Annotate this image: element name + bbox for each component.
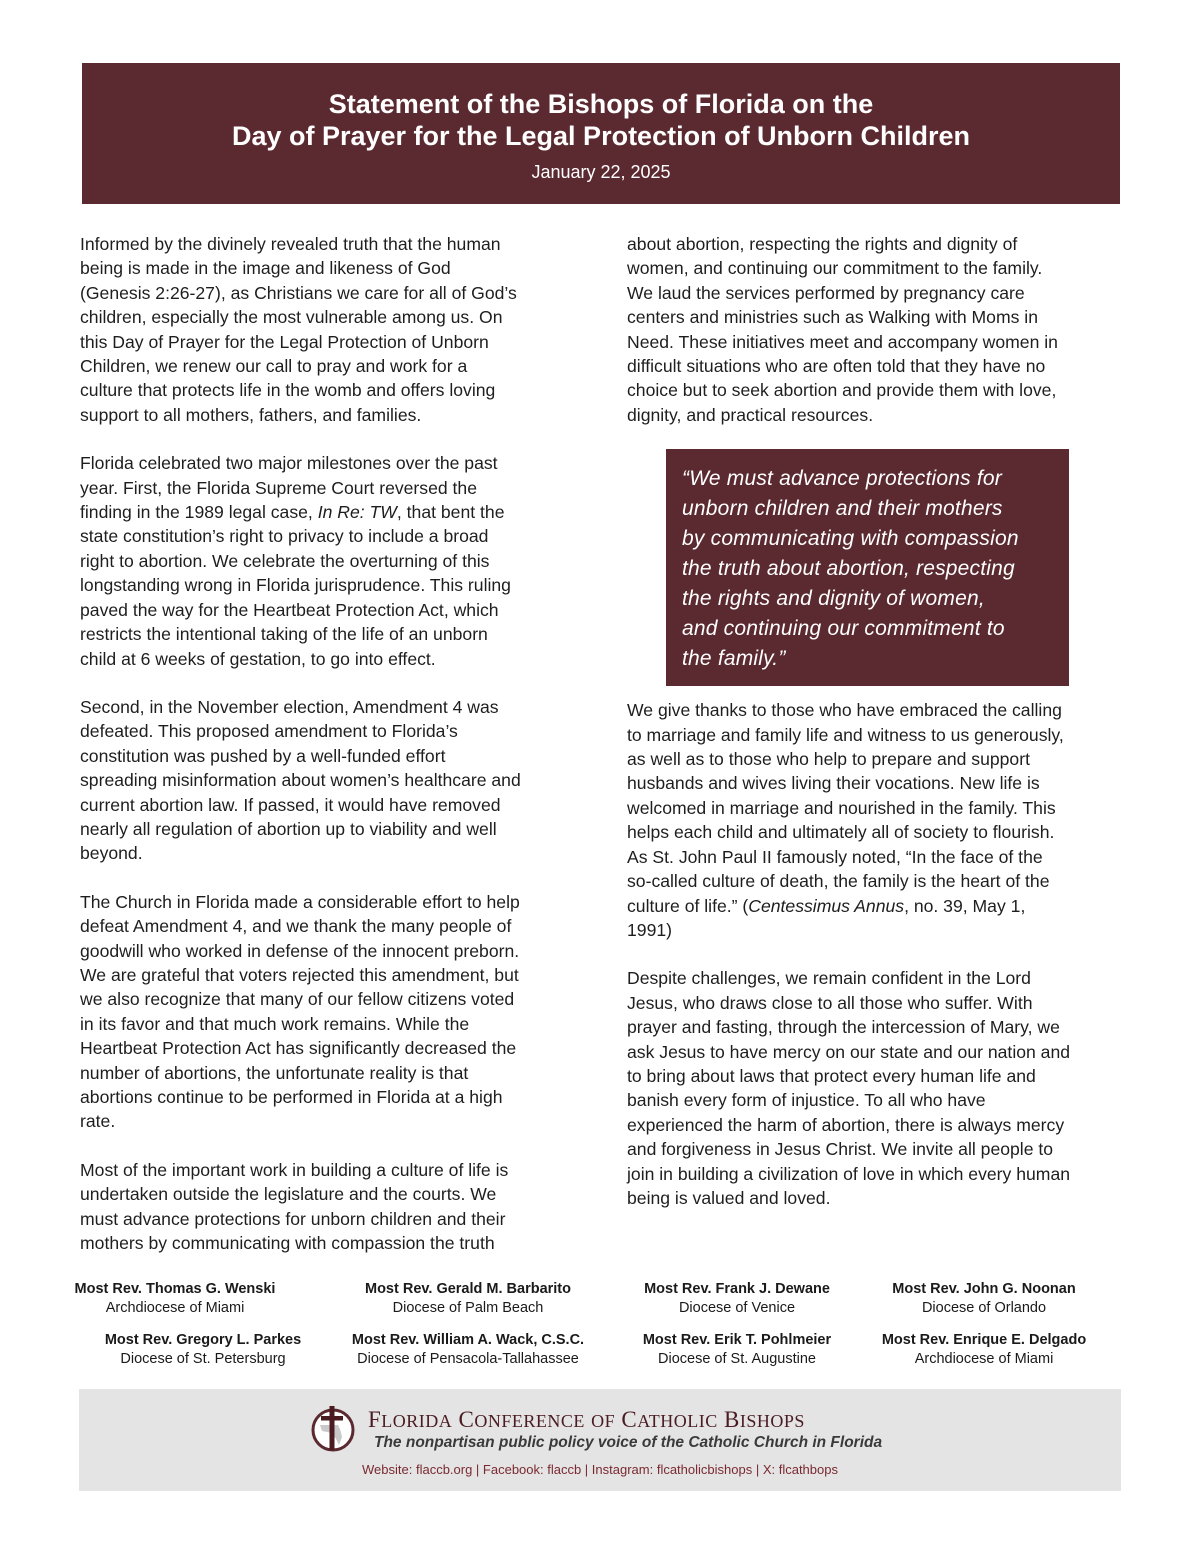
signatory-diocese: Diocese of Venice bbox=[678, 1300, 796, 1316]
signatory-diocese: Archdiocese of Miami bbox=[105, 1300, 245, 1316]
signatory bbox=[607, 1331, 867, 1369]
pull-quote-text: “We must advance protections for unborn children and their mothers by communicating with compassion the truth about abortion, respecting the rights and dignity of women, and continuing our commitment to the family.” bbox=[682, 467, 1019, 670]
footer bbox=[79, 1389, 1121, 1491]
case-name: In Re: TW bbox=[317, 502, 397, 523]
signatory bbox=[338, 1331, 598, 1369]
signatory-diocese: Diocese of Palm Beach bbox=[392, 1300, 544, 1316]
pull-quote bbox=[666, 449, 1069, 686]
paragraph-milestones bbox=[80, 451, 580, 671]
signatory-name: Most Rev. Erik T. Pohlmeier bbox=[642, 1332, 832, 1348]
signatory-name: Most Rev. William A. Wack, C.S.C. bbox=[351, 1332, 585, 1348]
signatory-name: Most Rev. John G. Noonan bbox=[892, 1281, 1076, 1297]
paragraph-intro: Informed by the divinely revealed truth that the human being is made in the image and likeness of God (Genesis 2:26-27), as Christians we care for all of God’s children, especially the most vulnerable among us. On this Day of Prayer for the Legal Protection of Unborn Children, we renew our call to pray and work for a culture that protects life in the womb and offers loving support to all mothers, fathers, and families. bbox=[80, 234, 517, 425]
signatory-diocese: Diocese of St. Petersburg bbox=[120, 1351, 286, 1367]
signatory-diocese: Diocese of Pensacola-Tallahassee bbox=[357, 1351, 579, 1367]
paragraph-amendment-4: Second, in the November election, Amendment 4 was defeated. This proposed amendment to Florida’s constitution was pushed by a well-funded effort spreading misinformation about women’s healthcare and current abortion law. If passed, it would have removed nearly all regulation of abortion up to viability and well beyond. bbox=[80, 696, 521, 864]
org-name: FLORIDA CONFERENCE OF CATHOLIC BISHOPS bbox=[368, 1407, 805, 1432]
signatory bbox=[338, 1280, 598, 1318]
milestones-text-b: , that bent the state constitution’s right to privacy to include a broad right to abortion. We celebrate the overturning of this longstanding wrong in Florida jurisprudence. This ruling paved the way for the Heartbeat Protection Act, which restricts the intentional taking of the life of an unborn child at 6 weeks of gestation, to go into effect. bbox=[80, 502, 511, 669]
title-line-2: Day of Prayer for the Legal Protection of Unborn Children bbox=[231, 121, 971, 151]
paragraph-thanks bbox=[627, 698, 1127, 942]
signatory bbox=[45, 1280, 305, 1318]
paragraph-church-effort: The Church in Florida made a considerable effort to help defeat Amendment 4, and we thank the many people of goodwill who worked in defense of the innocent preborn. We are grateful that voters rejected this amendment, but we also recognize that many of our fellow citizens voted in its favor and that much work remains. While the Heartbeat Protection Act has significantly decreased the number of abortions, the unfortunate reality is that abortions continue to be performed in Florida at a high rate. bbox=[80, 891, 520, 1132]
title-line-1: Statement of the Bishops of Florida on the bbox=[328, 89, 874, 119]
statement-header bbox=[82, 63, 1120, 204]
signatory-name: Most Rev. Thomas G. Wenski bbox=[74, 1281, 276, 1297]
thanks-text-a: We give thanks to those who have embraced the calling to marriage and family life and witness to us generously, as well as to those who help to prepare and support husbands and wives living their vocations. New life is welcomed in marriage and nourished in the family. This helps each child and ultimately all of society to flourish. As St. John Paul II famously noted, “In the face of the so-called culture of death, the family is the heart of the culture of life.” ( bbox=[627, 700, 1064, 916]
org-tagline: The nonpartisan public policy voice of the Catholic Church in Florida bbox=[374, 1434, 883, 1451]
paragraph-continuation: about abortion, respecting the rights and dignity of women, and continuing our commitment to the family. We laud the services performed by pregnancy care centers and ministries such as Walking with Moms in Need. These initiatives meet and accompany women in difficult situations who are often told that they have no choice but to seek abortion and provide them with love, dignity, and practical resources. bbox=[627, 234, 1058, 425]
signatory bbox=[607, 1280, 867, 1318]
paragraph-culture-of-life: Most of the important work in building a culture of life is undertaken outside the legislature and the courts. We must advance protections for unborn children and their mothers by communicating with compassion the truth bbox=[80, 1159, 509, 1254]
signatory-name: Most Rev. Gerald M. Barbarito bbox=[365, 1281, 571, 1297]
signatory bbox=[854, 1331, 1114, 1369]
right-column bbox=[627, 232, 1127, 1234]
statement-date: January 22, 2025 bbox=[531, 162, 671, 182]
signatory bbox=[73, 1331, 333, 1369]
thanks-text-b: , no. 39, May 1, 1991) bbox=[627, 895, 1026, 940]
citation-title: Centessimus Annus bbox=[748, 895, 905, 916]
social-links[interactable]: Website: flaccb.org | Facebook: flaccb | Instagram: flcatholicbishops | X: flcathbops bbox=[362, 1462, 838, 1477]
milestones-text-a: Florida celebrated two major milestones over the past year. First, the Florida Supreme Court reversed the finding in the 1989 legal case, bbox=[80, 453, 498, 523]
signatory-name: Most Rev. Gregory L. Parkes bbox=[104, 1332, 302, 1348]
signatory-name: Most Rev. Frank J. Dewane bbox=[644, 1281, 830, 1297]
signatory-name: Most Rev. Enrique E. Delgado bbox=[881, 1332, 1087, 1348]
cross-florida-logo-icon bbox=[308, 1403, 358, 1453]
signatory-diocese: Diocese of St. Augustine bbox=[658, 1351, 816, 1367]
header-title bbox=[82, 88, 1120, 152]
left-column bbox=[80, 232, 580, 1279]
signatory bbox=[854, 1280, 1114, 1318]
signatory-diocese: Diocese of Orlando bbox=[921, 1300, 1047, 1316]
paragraph-confidence: Despite challenges, we remain confident in the Lord Jesus, who draws close to all those who suffer. With prayer and fasting, through the intercession of Mary, we ask Jesus to have mercy on our state and our nation and to bring about laws that protect every human life and banish every form of injustice. To all who have experienced the harm of abortion, there is always mercy and forgiveness in Jesus Christ. We invite all people to join in building a civilization of love in which every human being is valued and loved. bbox=[627, 968, 1071, 1208]
signatory-diocese: Archdiocese of Miami bbox=[914, 1351, 1054, 1367]
